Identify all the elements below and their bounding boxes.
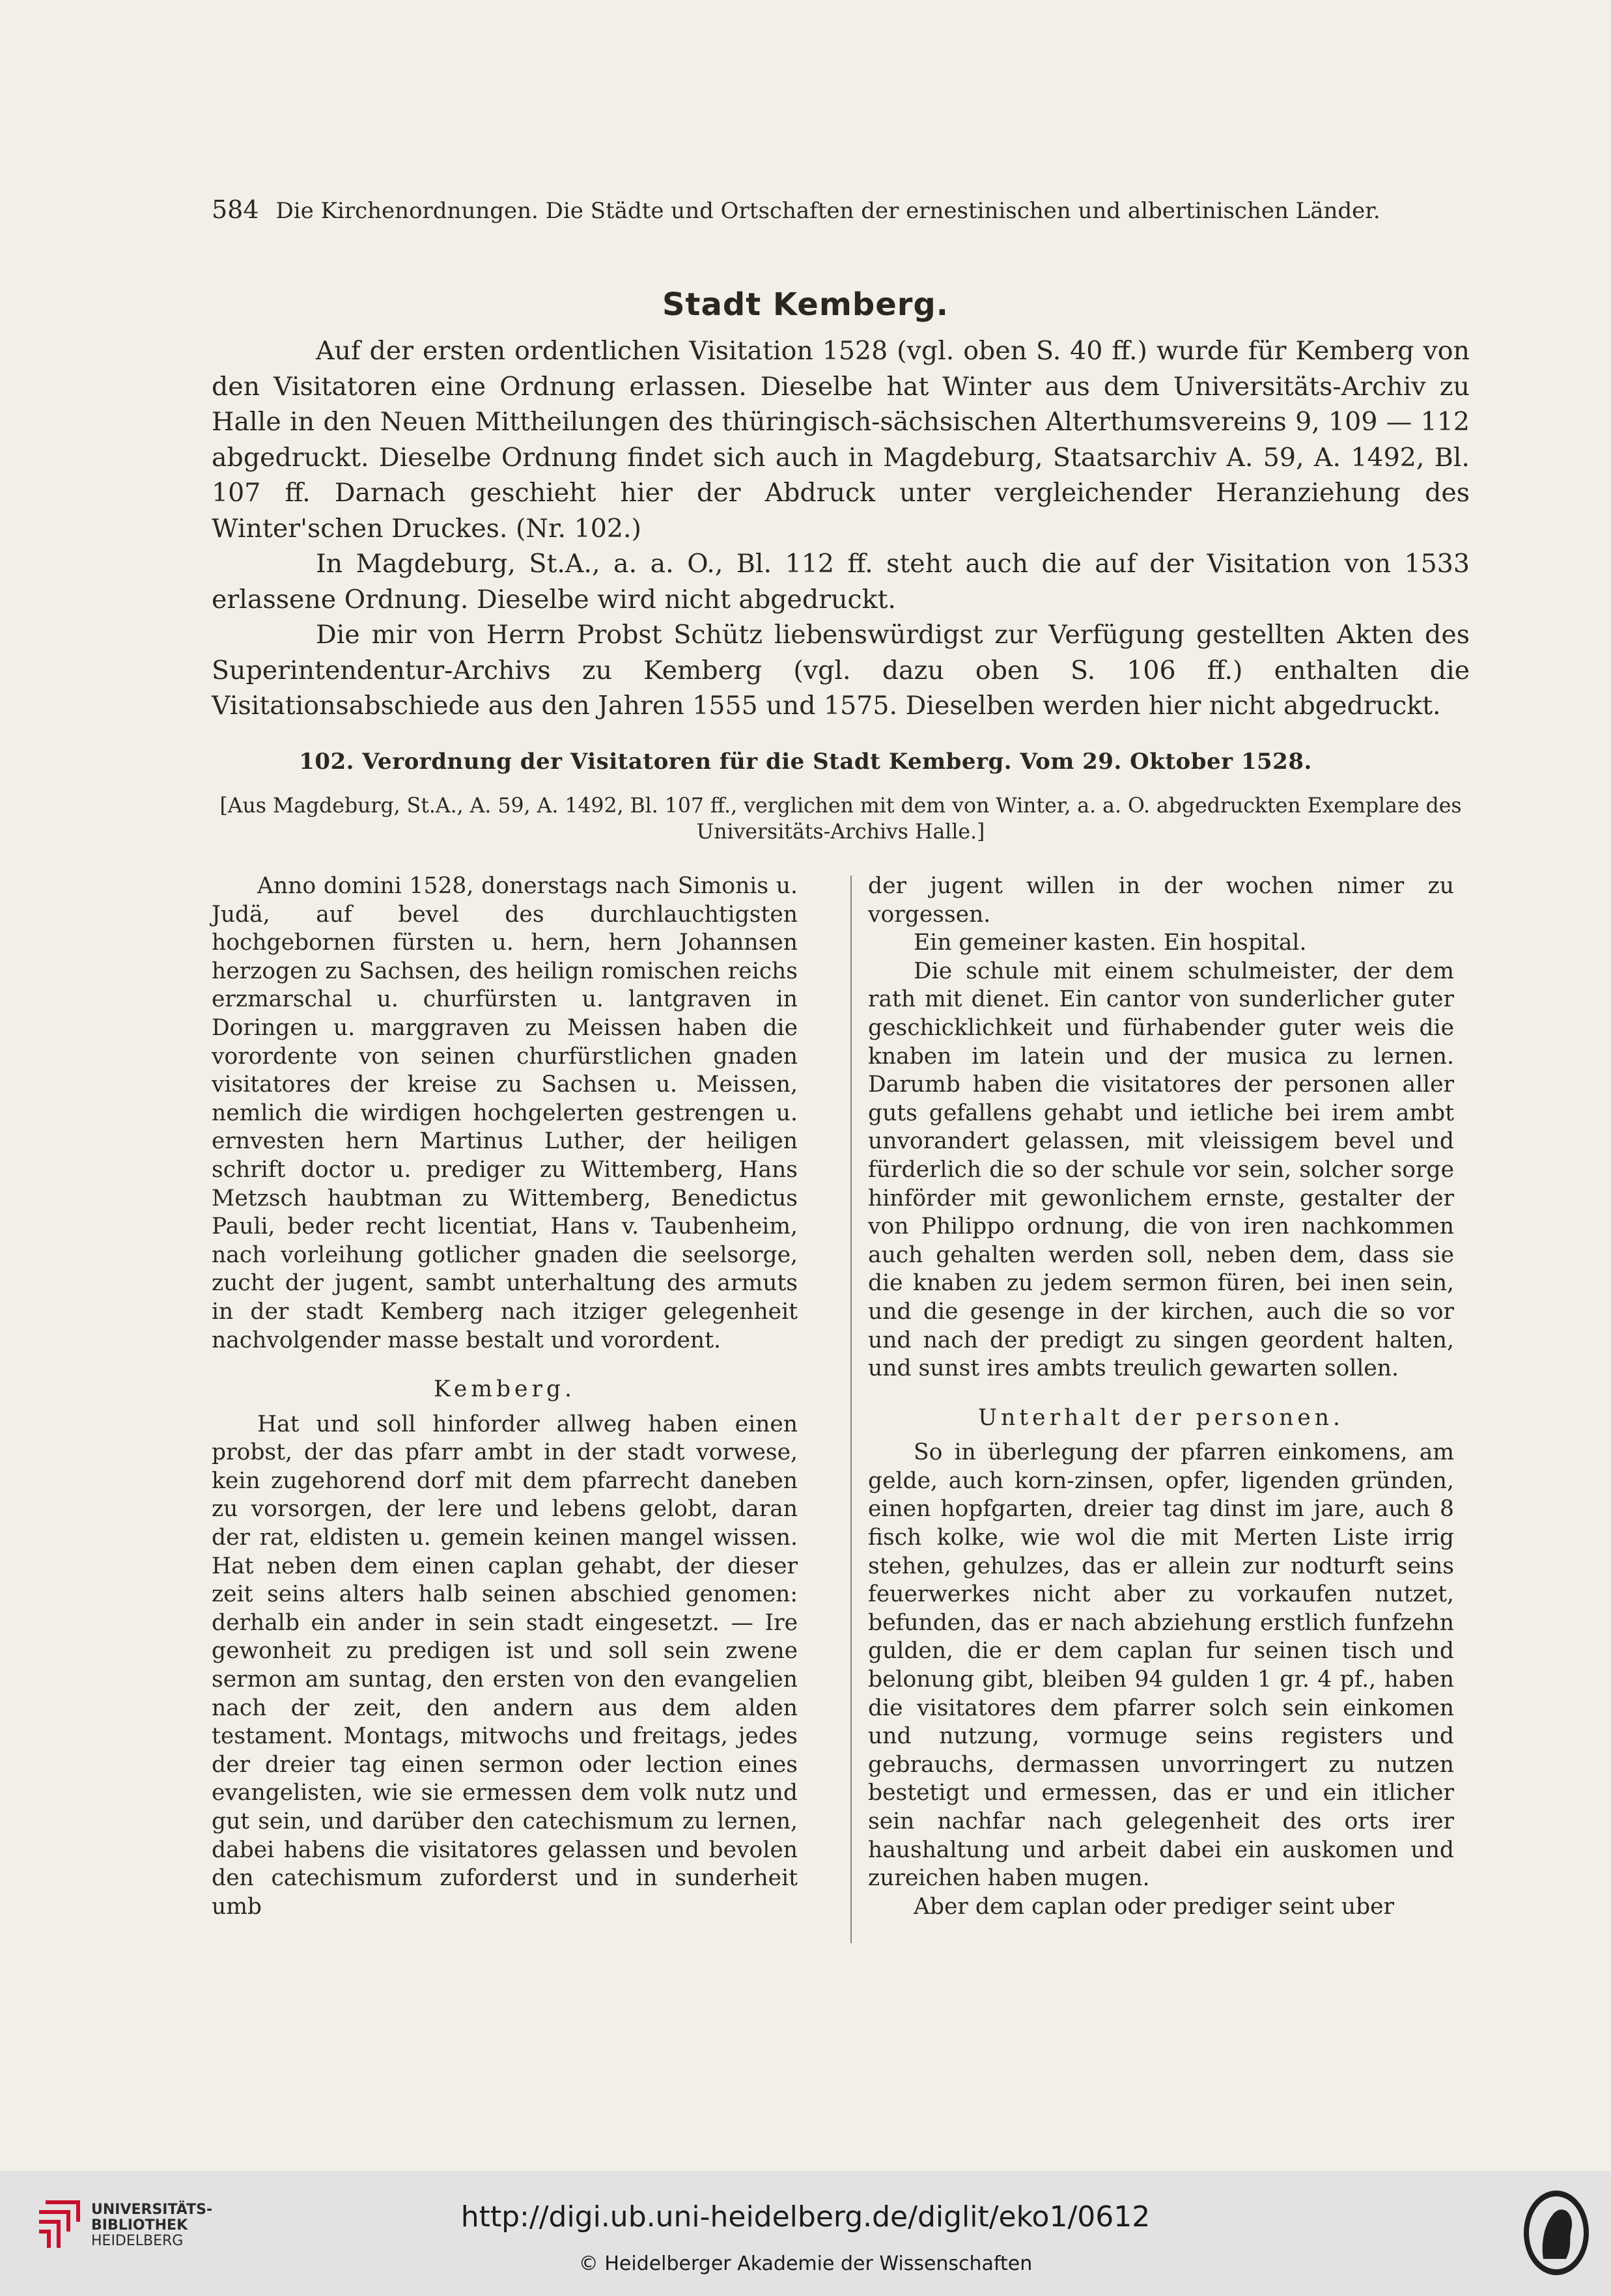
- intro-paragraph: In Magdeburg, St.A., a. a. O., Bl. 112 ff. steht auch die auf der Visitation von 1533 erlassene Ordnung. Dieselbe wird nicht abgedruckt.: [212, 549, 1470, 615]
- permalink-url[interactable]: http://digi.ub.uni-heidelberg.de/diglit/eko1/0612: [460, 2200, 1151, 2234]
- running-title: Die Kirchenordnungen. Die Städte und Ortschaften der ernestinischen und albertinischen Länder.: [275, 198, 1380, 224]
- intro-text: [212, 333, 1470, 724]
- copyright-notice: © Heidelberger Akademie der Wissenschaften: [578, 2252, 1033, 2275]
- intro-paragraph: Auf der ersten ordentlichen Visitation 1528 (vgl. oben S. 40 ff.) wurde für Kemberg von den Visitatoren eine Ordnung erlassen. Dieselbe hat Winter aus dem Universitäts-Archiv zu Halle in den Neuen Mittheilungen des thüringisch-sächsischen Alterthumsvereins 9, 109 — 112 abgedruckt. Dieselbe Ordnung findet sich auch in Magdeburg, Staatsarchiv A. 59, A. 1492, Bl. 107 ff. Darnach geschieht hier der Abdruck unter vergleichender Heranziehung des Winter'schen Druckes. (Nr. 102.): [212, 336, 1470, 544]
- footer-bar: [0, 2171, 1611, 2296]
- running-head: [212, 195, 1403, 224]
- library-line: UNIVERSITÄTS-: [91, 2202, 213, 2218]
- paragraph: Anno domini 1528, donerstags nach Simonis u. Judä, auf bevel des durchlauchtigsten hochgebornen fürsten u. hern, hern Johannsen herzogen zu Sachsen, des heilign romischen reichs erzmarschal u. churfürsten u. lantgraven in Doringen u. marggraven zu Meissen haben die vorordente von seinen churfürstlichen gnaden visitatores der kreise zu Sachsen u. Meissen, nemlich die wirdigen hochgelerten gestrengen u. ernvesten hern Martinus Luther, der heiligen schrift doctor u. prediger zu Wittemberg, Hans Metzsch haubtman zu Wittemberg, Benedictus Pauli, beder recht licentiat, Hans v. Taubenheim, nach vorleihung gotlicher gnaden die seelsorge, zucht der jugent, sambt unterhaltung des armuts in der stadt Kemberg nach itziger gelegenheit nachvolgender masse bestalt und vorordent.: [212, 873, 798, 1353]
- source-note: [Aus Magdeburg, St.A., A. 59, A. 1492, Bl. 107 ff., verglichen mit dem von Winter, a. a. O. abgedruckten Exemplare des Universitäts-Archivs Halle.]: [219, 794, 1462, 844]
- paragraph: Ein gemeiner kasten. Ein hospital.: [914, 930, 1307, 956]
- paragraph: der jugent willen in der wochen nimer zu vorgessen.: [868, 873, 1454, 928]
- column-divider: [850, 876, 852, 1943]
- page-number: 584: [212, 195, 259, 224]
- document-title: 102. Verordnung der Visitatoren für die Stadt Kemberg. Vom 29. Oktober 1528.: [299, 749, 1312, 775]
- academy-seal-icon: [1520, 2187, 1592, 2278]
- paragraph: Hat und soll hinforder allweg haben einen probst, der das pfarr ambt in der stadt vorwese, kein zugehorend dorf mit dem pfarrecht daneben zu vorsorgen, der lere und lebens gelobt, daran der rat, eldisten u. gemein keinen mangel wissen. Hat neben dem einen caplan gehabt, der dieser zeit seins alters halb seinen abschied genomen: derhalb ein ander in sein stadt eingesetzt. — Ire gewonheit zu predigen ist und soll sein zwene sermon am suntag, den ersten von den evangelien nach der zeit, den andern aus dem alden testament. Montags, mitwochs und freitags, jedes der dreier tag einen sermon oder lection eines evangelisten, wie sie ermessen dem volk nutz und gut sein, und darüber den catechismum zu lernen, dabei habens die visitatores gelassen und bevolen den catechismum zuforderst und in sunderheit umb: [212, 1411, 798, 1920]
- paragraph: Die schule mit einem schulmeister, der dem rath mit dienet. Ein cantor von sunderlicher guter geschicklichkeit und fürhabender guter weis die knaben im latein und der musica zu lernen. Darumb haben die visitatores der personen aller guts gefallens gehabt und ietliche bei irem ambt unvorandert gelassen, mit vleissigem bevel und fürderlich die so der schule vor sein, solcher sorge hinförder mit gewonlichem ernste, gestalter der von Philippo ordnung, die von iren nachkommen auch gehalten werden soll, neben dem, dass sie die knaben zu jedem sermon füren, bei inen sein, und die gesenge in der kirchen, auch die so vor und nach der predigt zu singen geordent halten, und sunst ires ambts treulich gewarten sollen.: [868, 958, 1454, 1382]
- paragraph: So in überlegung der pfarren einkomens, am gelde, auch korn-zinsen, opfer, ligenden gründen, einen hopfgarten, dreier tag dinst im jare, auch 8 fisch kolke, wie wol die mit Merten Liste irrig stehen, gehulzes, das er allein zur nodturft seins feuerwerkes nicht aber zu vorkaufen nutzet, befunden, das er nach abziehung erstlich funfzehn gulden, die er dem caplan fur seinen tisch und belonung gibt, bleiben 94 gulden 1 gr. 4 pf., haben die visitatores dem pfarrer solch sein einkomen und nutzung, vormuge seins registers und gebrauchs, dermassen unvorringert zu nutzen bestetigt und ermessen, das er und ein itlicher sein nachfar nach gelegenheit des orts irer haushaltung und arbeit dabei ein auskomen und zureichen haben mugen.: [868, 1439, 1454, 1892]
- section-title: Stadt Kemberg.: [662, 286, 949, 323]
- subheading-kemberg: Kemberg.: [433, 1376, 576, 1403]
- intro-paragraph: Die mir von Herrn Probst Schütz liebenswürdigst zur Verfügung gestellten Akten des Superintendentur-Archivs zu Kemberg (vgl. dazu oben S. 106 ff.) enthalten die Visitationsabschiede aus den Jahren 1555 und 1575. Dieselben werden hier nicht abgedruckt.: [212, 620, 1470, 721]
- left-column: [212, 872, 798, 1921]
- subheading-unterhalt: Unterhalt der personen.: [978, 1404, 1344, 1431]
- library-line: HEIDELBERG: [91, 2233, 184, 2249]
- right-column: [868, 872, 1454, 1921]
- paragraph: Aber dem caplan oder prediger seint uber: [914, 1893, 1395, 1920]
- library-line: BIBLIOTHEK: [91, 2217, 188, 2234]
